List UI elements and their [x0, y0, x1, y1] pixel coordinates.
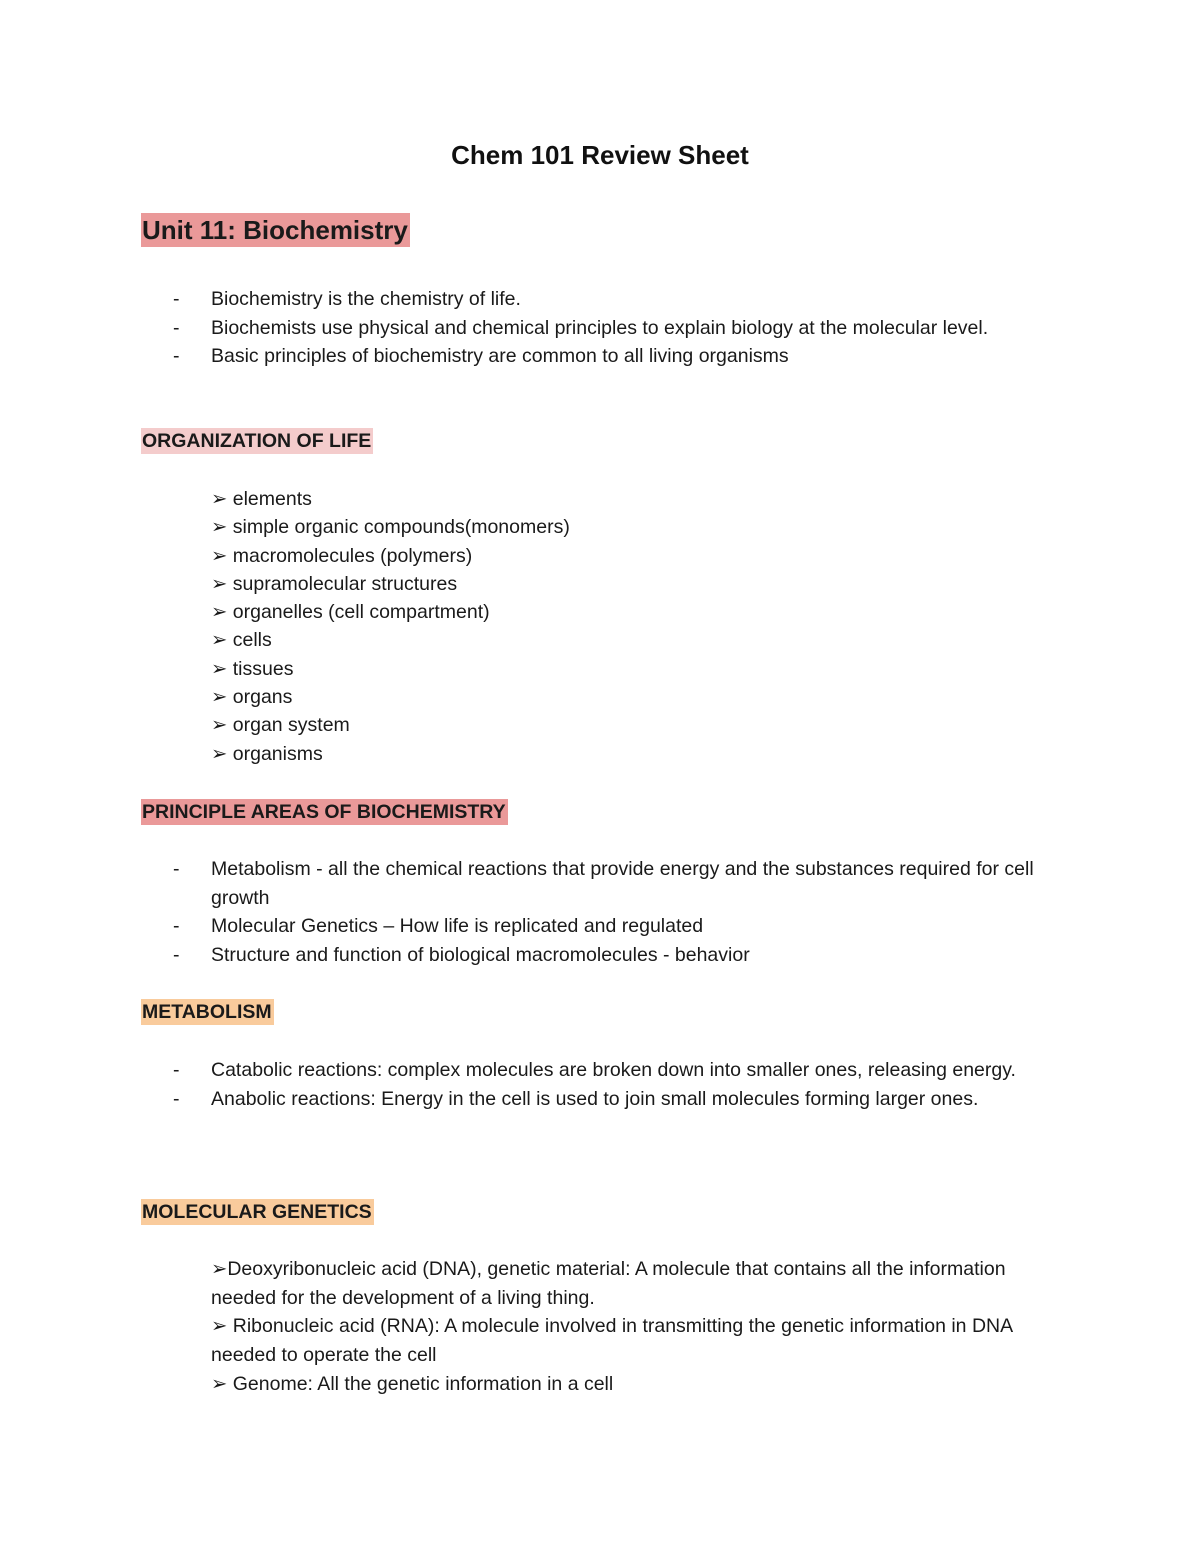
- unit-heading: Unit 11: Biochemistry: [141, 213, 410, 247]
- list-item: ➢ organs: [211, 686, 293, 709]
- list-item: - Molecular Genetics – How life is replicated and regulated: [173, 915, 704, 938]
- list-item: ➢ supramolecular structures: [211, 572, 458, 595]
- list-item: ➢ macromolecules (polymers): [211, 544, 473, 567]
- list-item: - Metabolism - all the chemical reactions that provide energy and the substances required for cell growth: [173, 858, 1034, 909]
- list-item: ➢ elements: [211, 488, 312, 510]
- section-heading-metabolism: METABOLISM: [141, 999, 274, 1025]
- list-item: ➢ tissues: [211, 657, 294, 680]
- principle-areas-list: [0, 855, 1200, 970]
- list-item: ➢ Genome: All the genetic information in a cell: [211, 1372, 614, 1395]
- list-item: ➢ organisms: [211, 742, 323, 765]
- list-item: ➢ simple organic compounds(monomers): [211, 516, 570, 539]
- list-item: ➢ cells: [211, 629, 272, 652]
- list-item: - Anabolic reactions: Energy in the cell is used to join small molecules forming larger ones.: [173, 1087, 979, 1110]
- page-title: Chem 101 Review Sheet: [451, 140, 749, 170]
- list-item: ➢ organ system: [211, 714, 350, 737]
- list-item: - Basic principles of biochemistry are common to all living organisms: [173, 345, 789, 368]
- organization-list: [211, 485, 570, 768]
- list-item: ➢ Ribonucleic acid (RNA): A molecule involved in transmitting the genetic information in DNA needed to operate the cell: [211, 1315, 1013, 1367]
- list-item: - Structure and function of biological macromolecules - behavior: [173, 944, 750, 967]
- list-item: - Catabolic reactions: complex molecules are broken down into smaller ones, releasing energy.: [173, 1059, 1016, 1081]
- list-item: - Biochemists use physical and chemical principles to explain biology at the molecular level.: [173, 316, 989, 339]
- molecular-genetics-list: [211, 1255, 1061, 1399]
- list-item: ➢ organelles (cell compartment): [211, 601, 490, 624]
- list-item: ➢Deoxyribonucleic acid (DNA), genetic material: A molecule that contains all the information needed for the development of a living thing.: [211, 1258, 1006, 1309]
- intro-bullet-list: [0, 285, 1200, 371]
- section-heading-organization: ORGANIZATION OF LIFE: [141, 428, 373, 454]
- list-item: - Biochemistry is the chemistry of life.: [173, 288, 521, 310]
- section-heading-molecular-genetics: MOLECULAR GENETICS: [141, 1199, 374, 1225]
- section-heading-principle-areas: PRINCIPLE AREAS OF BIOCHEMISTRY: [141, 799, 508, 825]
- metabolism-list: [0, 1056, 1200, 1113]
